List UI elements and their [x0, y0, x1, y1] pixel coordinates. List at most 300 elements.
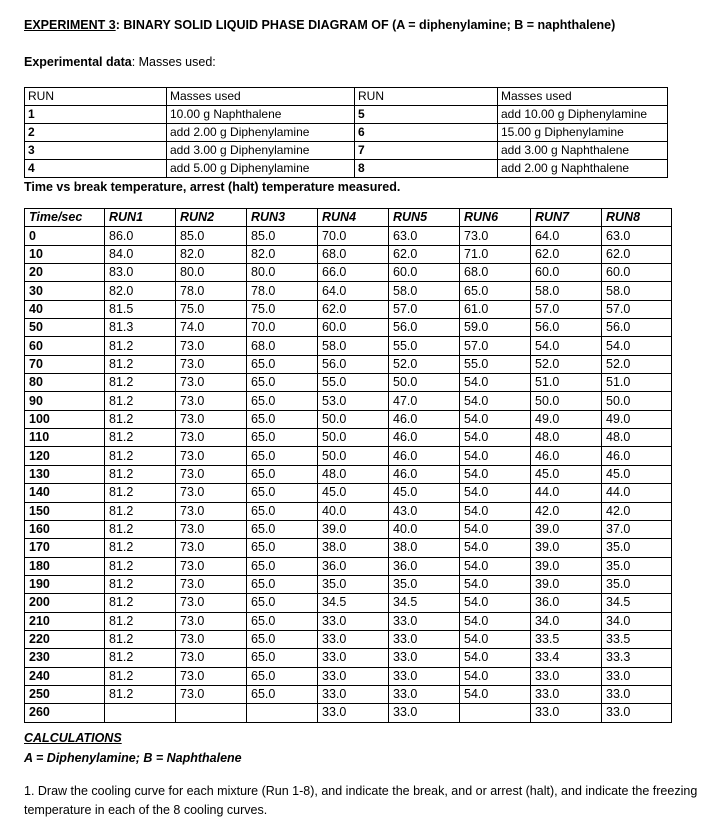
table-row: [25, 575, 672, 593]
temperature-cell: 33.0: [389, 667, 460, 685]
temperature-cell: 54.0: [460, 630, 531, 648]
table-row: [25, 410, 672, 428]
time-cell: 200: [25, 594, 105, 612]
temperature-cell: 65.0: [247, 429, 318, 447]
time-cell: 30: [25, 282, 105, 300]
temperature-cell: 65.0: [247, 447, 318, 465]
table-row: [25, 520, 672, 538]
run-number: 4: [25, 160, 167, 178]
time-cell: 110: [25, 429, 105, 447]
temperature-cell: 37.0: [602, 520, 672, 538]
temperature-cell: 36.0: [318, 557, 389, 575]
temperature-cell: 39.0: [531, 520, 602, 538]
time-cell: 80: [25, 374, 105, 392]
temperature-cell: 39.0: [318, 520, 389, 538]
temperature-cell: 55.0: [389, 337, 460, 355]
temperature-cell: 70.0: [318, 227, 389, 245]
temperature-cell: 33.0: [531, 685, 602, 703]
mass-used: add 5.00 g Diphenylamine: [167, 160, 355, 178]
table-row: [25, 465, 672, 483]
table-row: [25, 264, 672, 282]
temperature-cell: 33.0: [389, 630, 460, 648]
temperature-cell: 34.0: [602, 612, 672, 630]
temperature-cell: 81.2: [105, 539, 176, 557]
temperature-cell: 35.0: [389, 575, 460, 593]
table-row: [25, 282, 672, 300]
temperature-cell: 84.0: [105, 245, 176, 263]
temperature-cell: 33.0: [602, 667, 672, 685]
temperature-cell: 65.0: [247, 374, 318, 392]
temperature-cell: 33.0: [318, 667, 389, 685]
table-row: [25, 429, 672, 447]
temperature-cell: 46.0: [389, 429, 460, 447]
table-row: [25, 667, 672, 685]
temperature-cell: 58.0: [531, 282, 602, 300]
mass-used: add 3.00 g Diphenylamine: [167, 142, 355, 160]
temperature-cell: 73.0: [176, 667, 247, 685]
experimental-data-line: [24, 55, 216, 69]
temperature-cell: 33.0: [602, 685, 672, 703]
column-header-run: RUN1: [105, 209, 176, 227]
temperature-cell: 60.0: [318, 319, 389, 337]
temperature-cell: 85.0: [247, 227, 318, 245]
temperature-cell: 81.2: [105, 502, 176, 520]
run-number: 2: [25, 124, 167, 142]
temperature-cell: 73.0: [176, 539, 247, 557]
experimental-data-label: Experimental data: [24, 55, 132, 69]
temperature-cell: 33.0: [389, 649, 460, 667]
temperature-cell: 38.0: [318, 539, 389, 557]
table-row: [25, 685, 672, 703]
column-header-run: RUN6: [460, 209, 531, 227]
temperature-cell: 81.5: [105, 300, 176, 318]
temperature-cell: 80.0: [176, 264, 247, 282]
temperature-cell: 65.0: [247, 502, 318, 520]
masses-header-run: RUN: [25, 88, 167, 106]
temperature-cell: 71.0: [460, 245, 531, 263]
temperature-cell: 63.0: [389, 227, 460, 245]
temperature-cell: 45.0: [602, 465, 672, 483]
temperature-cell: 54.0: [460, 649, 531, 667]
temperature-cell: 73.0: [176, 374, 247, 392]
table-row: [25, 337, 672, 355]
temperature-cell: 57.0: [460, 337, 531, 355]
temperature-cell: 65.0: [247, 465, 318, 483]
masses-row: [25, 124, 668, 142]
temperature-cell: 45.0: [531, 465, 602, 483]
temperature-cell: 60.0: [389, 264, 460, 282]
table-row: [25, 300, 672, 318]
temperature-cell: 54.0: [460, 465, 531, 483]
temperature-cell: 33.0: [318, 704, 389, 722]
temperature-cell: 49.0: [602, 410, 672, 428]
temperature-cell: 54.0: [602, 337, 672, 355]
temperature-cell: 54.0: [460, 392, 531, 410]
temperature-cell: 57.0: [531, 300, 602, 318]
time-cell: 40: [25, 300, 105, 318]
experiment-number: EXPERIMENT 3: [24, 18, 116, 32]
temperature-cell: 68.0: [460, 264, 531, 282]
temperature-cell: 54.0: [460, 685, 531, 703]
temperature-cell: 58.0: [318, 337, 389, 355]
column-header-run: RUN5: [389, 209, 460, 227]
temperature-cell: 33.0: [602, 704, 672, 722]
temperature-cell: 56.0: [318, 355, 389, 373]
temperature-cell: 63.0: [602, 227, 672, 245]
temperature-cell: 81.2: [105, 594, 176, 612]
temperature-cell: 54.0: [460, 484, 531, 502]
table-row: [25, 502, 672, 520]
temperature-cell: 54.0: [460, 374, 531, 392]
temperature-cell: 65.0: [247, 392, 318, 410]
temperature-cell: 33.0: [318, 612, 389, 630]
temperature-cell: 81.2: [105, 520, 176, 538]
temperature-cell: 82.0: [105, 282, 176, 300]
temperature-cell: 55.0: [318, 374, 389, 392]
temperature-cell: [105, 704, 176, 722]
temperature-cell: 54.0: [460, 429, 531, 447]
temperature-cell: 50.0: [389, 374, 460, 392]
table-row: [25, 392, 672, 410]
temperature-cell: 54.0: [460, 447, 531, 465]
mass-used: add 2.00 g Naphthalene: [498, 160, 668, 178]
temperature-cell: 39.0: [531, 575, 602, 593]
time-cell: 190: [25, 575, 105, 593]
temperature-cell: 60.0: [602, 264, 672, 282]
temperature-cell: 53.0: [318, 392, 389, 410]
time-cell: 230: [25, 649, 105, 667]
table-row: [25, 557, 672, 575]
temperature-cell: 51.0: [531, 374, 602, 392]
temperature-cell: 73.0: [176, 594, 247, 612]
temperature-cell: 81.2: [105, 355, 176, 373]
mass-used: add 3.00 g Naphthalene: [498, 142, 668, 160]
mass-used: 10.00 g Naphthalene: [167, 106, 355, 124]
time-cell: 220: [25, 630, 105, 648]
run-number: 7: [355, 142, 498, 160]
temperature-cell: 73.0: [460, 227, 531, 245]
temperature-cell: 62.0: [389, 245, 460, 263]
temperature-cell: 65.0: [247, 557, 318, 575]
time-cell: 140: [25, 484, 105, 502]
temperature-cell: 40.0: [318, 502, 389, 520]
temperature-cell: 60.0: [531, 264, 602, 282]
temperature-cell: 61.0: [460, 300, 531, 318]
temperature-cell: [247, 704, 318, 722]
temperature-cell: 73.0: [176, 575, 247, 593]
temperature-cell: 73.0: [176, 392, 247, 410]
temperature-cell: 56.0: [602, 319, 672, 337]
temperature-cell: 81.2: [105, 447, 176, 465]
temperature-cell: 46.0: [531, 447, 602, 465]
masses-header-masses: Masses used: [167, 88, 355, 106]
temperature-cell: 64.0: [318, 282, 389, 300]
experimental-data-text: : Masses used:: [131, 55, 216, 69]
temperature-cell: 65.0: [247, 484, 318, 502]
temperature-cell: 39.0: [531, 539, 602, 557]
time-cell: 250: [25, 685, 105, 703]
temperature-cell: 39.0: [531, 557, 602, 575]
temperature-cell: 50.0: [531, 392, 602, 410]
temperature-cell: 65.0: [460, 282, 531, 300]
masses-table: [24, 87, 668, 178]
temperature-cell: 73.0: [176, 685, 247, 703]
temperature-cell: 52.0: [389, 355, 460, 373]
column-header-run: RUN7: [531, 209, 602, 227]
table-row: [25, 630, 672, 648]
temperature-cell: 54.0: [460, 520, 531, 538]
column-header-run: RUN8: [602, 209, 672, 227]
time-cell: 170: [25, 539, 105, 557]
masses-row: [25, 142, 668, 160]
temperature-cell: 47.0: [389, 392, 460, 410]
temperature-cell: 35.0: [318, 575, 389, 593]
temperature-cell: 73.0: [176, 484, 247, 502]
temperature-cell: 73.0: [176, 502, 247, 520]
temperature-cell: 40.0: [389, 520, 460, 538]
time-cell: 70: [25, 355, 105, 373]
temperature-cell: 38.0: [389, 539, 460, 557]
time-cell: 120: [25, 447, 105, 465]
temperature-cell: 52.0: [602, 355, 672, 373]
temperature-cell: 33.5: [531, 630, 602, 648]
temperature-cell: 46.0: [389, 410, 460, 428]
temperature-cell: 50.0: [602, 392, 672, 410]
temperature-cell: 44.0: [602, 484, 672, 502]
temperature-cell: 33.0: [318, 685, 389, 703]
temperature-cell: 85.0: [176, 227, 247, 245]
temperature-cell: 52.0: [531, 355, 602, 373]
temperature-cell: 46.0: [602, 447, 672, 465]
time-cell: 10: [25, 245, 105, 263]
temperature-cell: 65.0: [247, 410, 318, 428]
temperature-cell: 55.0: [460, 355, 531, 373]
temperature-cell: 81.2: [105, 337, 176, 355]
temperature-cell: 81.2: [105, 612, 176, 630]
temperature-cell: 62.0: [602, 245, 672, 263]
masses-header-run: RUN: [355, 88, 498, 106]
temperature-cell: 75.0: [247, 300, 318, 318]
time-vs-label: Time vs break temperature, arrest (halt) temperature measured.: [24, 180, 401, 194]
temperature-cell: 78.0: [247, 282, 318, 300]
temperature-cell: 70.0: [247, 319, 318, 337]
time-cell: 130: [25, 465, 105, 483]
temperature-cell: 45.0: [389, 484, 460, 502]
temperature-cell: 34.5: [318, 594, 389, 612]
table-row: [25, 649, 672, 667]
temperature-cell: 59.0: [460, 319, 531, 337]
temperature-cell: 33.0: [318, 630, 389, 648]
temperature-cell: 33.0: [531, 667, 602, 685]
temperature-cell: 64.0: [531, 227, 602, 245]
table-row: [25, 355, 672, 373]
column-header-run: RUN2: [176, 209, 247, 227]
temperature-cell: 73.0: [176, 630, 247, 648]
experiment-title: : BINARY SOLID LIQUID PHASE DIAGRAM OF (A = diphenylamine; B = naphthalene): [115, 18, 616, 32]
run-number: 1: [25, 106, 167, 124]
temperature-cell: 45.0: [318, 484, 389, 502]
component-definitions: A = Diphenylamine; B = Naphthalene: [24, 751, 242, 765]
temperature-cell: 35.0: [602, 575, 672, 593]
temperature-cell: 62.0: [318, 300, 389, 318]
temperature-cell: 54.0: [460, 557, 531, 575]
temperature-cell: 80.0: [247, 264, 318, 282]
masses-header-row: [25, 88, 668, 106]
temperature-cell: 48.0: [318, 465, 389, 483]
temperature-cell: 65.0: [247, 539, 318, 557]
time-cell: 100: [25, 410, 105, 428]
temperature-cell: 57.0: [602, 300, 672, 318]
temperature-cell: 36.0: [531, 594, 602, 612]
temperature-cell: 81.2: [105, 465, 176, 483]
time-cell: 90: [25, 392, 105, 410]
temperature-cell: 65.0: [247, 594, 318, 612]
temperature-cell: 65.0: [247, 649, 318, 667]
time-cell: 50: [25, 319, 105, 337]
temperature-cell: [460, 704, 531, 722]
temperature-cell: 56.0: [531, 319, 602, 337]
temperature-cell: 73.0: [176, 520, 247, 538]
temperature-cell: 73.0: [176, 429, 247, 447]
temperature-cell: 33.5: [602, 630, 672, 648]
temperature-cell: 50.0: [318, 447, 389, 465]
temperature-cell: 73.0: [176, 649, 247, 667]
temperature-cell: 50.0: [318, 429, 389, 447]
temperature-cell: 81.2: [105, 484, 176, 502]
temperature-cell: 33.0: [389, 685, 460, 703]
time-cell: 20: [25, 264, 105, 282]
masses-header-masses: Masses used: [498, 88, 668, 106]
temperature-cell: 73.0: [176, 410, 247, 428]
temperature-cell: 73.0: [176, 557, 247, 575]
temperature-cell: 68.0: [318, 245, 389, 263]
temperature-cell: 62.0: [531, 245, 602, 263]
temperature-cell: 82.0: [176, 245, 247, 263]
question-1: 1. Draw the cooling curve for each mixture (Run 1-8), and indicate the break, and or arrest (halt), and indicate the freezing temperature in each of the 8 cooling curves.: [24, 784, 698, 817]
time-cell: 240: [25, 667, 105, 685]
table-row: [25, 245, 672, 263]
table-row: [25, 704, 672, 722]
temperature-cell: 43.0: [389, 502, 460, 520]
temperature-cell: 65.0: [247, 612, 318, 630]
mass-used: add 2.00 g Diphenylamine: [167, 124, 355, 142]
temperature-cell: 56.0: [389, 319, 460, 337]
time-cell: 60: [25, 337, 105, 355]
temperature-cell: 86.0: [105, 227, 176, 245]
temperature-cell: 33.0: [389, 704, 460, 722]
temperature-cell: 33.0: [531, 704, 602, 722]
calculations-heading: CALCULATIONS: [24, 731, 122, 745]
masses-row: [25, 160, 668, 178]
temperature-cell: 81.2: [105, 557, 176, 575]
temperature-cell: 73.0: [176, 612, 247, 630]
temperature-cell: 46.0: [389, 447, 460, 465]
column-header-time: Time/sec: [25, 209, 105, 227]
table-row: [25, 539, 672, 557]
temperature-cell: 66.0: [318, 264, 389, 282]
temperature-cell: 35.0: [602, 557, 672, 575]
temperature-cell: 81.2: [105, 392, 176, 410]
column-header-run: RUN4: [318, 209, 389, 227]
temperature-cell: 68.0: [247, 337, 318, 355]
time-cell: 160: [25, 520, 105, 538]
temperature-cell: 81.2: [105, 575, 176, 593]
temperature-cell: 33.0: [318, 649, 389, 667]
temperature-cell: 74.0: [176, 319, 247, 337]
temperature-cell: 81.2: [105, 410, 176, 428]
temperature-cell: 34.0: [531, 612, 602, 630]
table-row: [25, 447, 672, 465]
mass-used: add 10.00 g Diphenylamine: [498, 106, 668, 124]
temperature-cell: 36.0: [389, 557, 460, 575]
temperature-cell: 58.0: [602, 282, 672, 300]
temperature-cell: 33.4: [531, 649, 602, 667]
temperature-cell: 42.0: [531, 502, 602, 520]
run-number: 5: [355, 106, 498, 124]
temperature-cell: 65.0: [247, 630, 318, 648]
temperature-cell: 57.0: [389, 300, 460, 318]
column-header-run: RUN3: [247, 209, 318, 227]
temperature-cell: 73.0: [176, 465, 247, 483]
temperature-cell: 75.0: [176, 300, 247, 318]
table-row: [25, 612, 672, 630]
temperature-cell: 58.0: [389, 282, 460, 300]
masses-row: [25, 106, 668, 124]
temperature-data-table: [24, 208, 672, 723]
temperature-cell: 54.0: [460, 575, 531, 593]
table-row: [25, 227, 672, 245]
temperature-cell: 34.5: [602, 594, 672, 612]
temperature-cell: 73.0: [176, 355, 247, 373]
temperature-cell: 33.3: [602, 649, 672, 667]
temperature-cell: 65.0: [247, 355, 318, 373]
temperature-cell: 46.0: [389, 465, 460, 483]
temperature-cell: 81.2: [105, 429, 176, 447]
temperature-cell: 83.0: [105, 264, 176, 282]
temperature-cell: 54.0: [460, 667, 531, 685]
temperature-cell: 65.0: [247, 685, 318, 703]
temperature-cell: 81.2: [105, 685, 176, 703]
temperature-cell: 54.0: [460, 594, 531, 612]
temperature-cell: 48.0: [531, 429, 602, 447]
temperature-cell: 65.0: [247, 520, 318, 538]
data-header-row: [25, 209, 672, 227]
temperature-cell: 50.0: [318, 410, 389, 428]
temperature-cell: 78.0: [176, 282, 247, 300]
run-number: 3: [25, 142, 167, 160]
temperature-cell: 81.2: [105, 374, 176, 392]
temperature-cell: 65.0: [247, 667, 318, 685]
run-number: 8: [355, 160, 498, 178]
temperature-cell: 35.0: [602, 539, 672, 557]
temperature-cell: 44.0: [531, 484, 602, 502]
temperature-cell: 33.0: [389, 612, 460, 630]
time-cell: 0: [25, 227, 105, 245]
temperature-cell: [176, 704, 247, 722]
table-row: [25, 594, 672, 612]
temperature-cell: 42.0: [602, 502, 672, 520]
temperature-cell: 73.0: [176, 447, 247, 465]
temperature-cell: 81.2: [105, 649, 176, 667]
temperature-cell: 54.0: [460, 410, 531, 428]
temperature-cell: 54.0: [460, 502, 531, 520]
page-title: [24, 18, 615, 32]
temperature-cell: 49.0: [531, 410, 602, 428]
temperature-cell: 54.0: [460, 539, 531, 557]
temperature-cell: 54.0: [531, 337, 602, 355]
temperature-cell: 51.0: [602, 374, 672, 392]
temperature-cell: 48.0: [602, 429, 672, 447]
